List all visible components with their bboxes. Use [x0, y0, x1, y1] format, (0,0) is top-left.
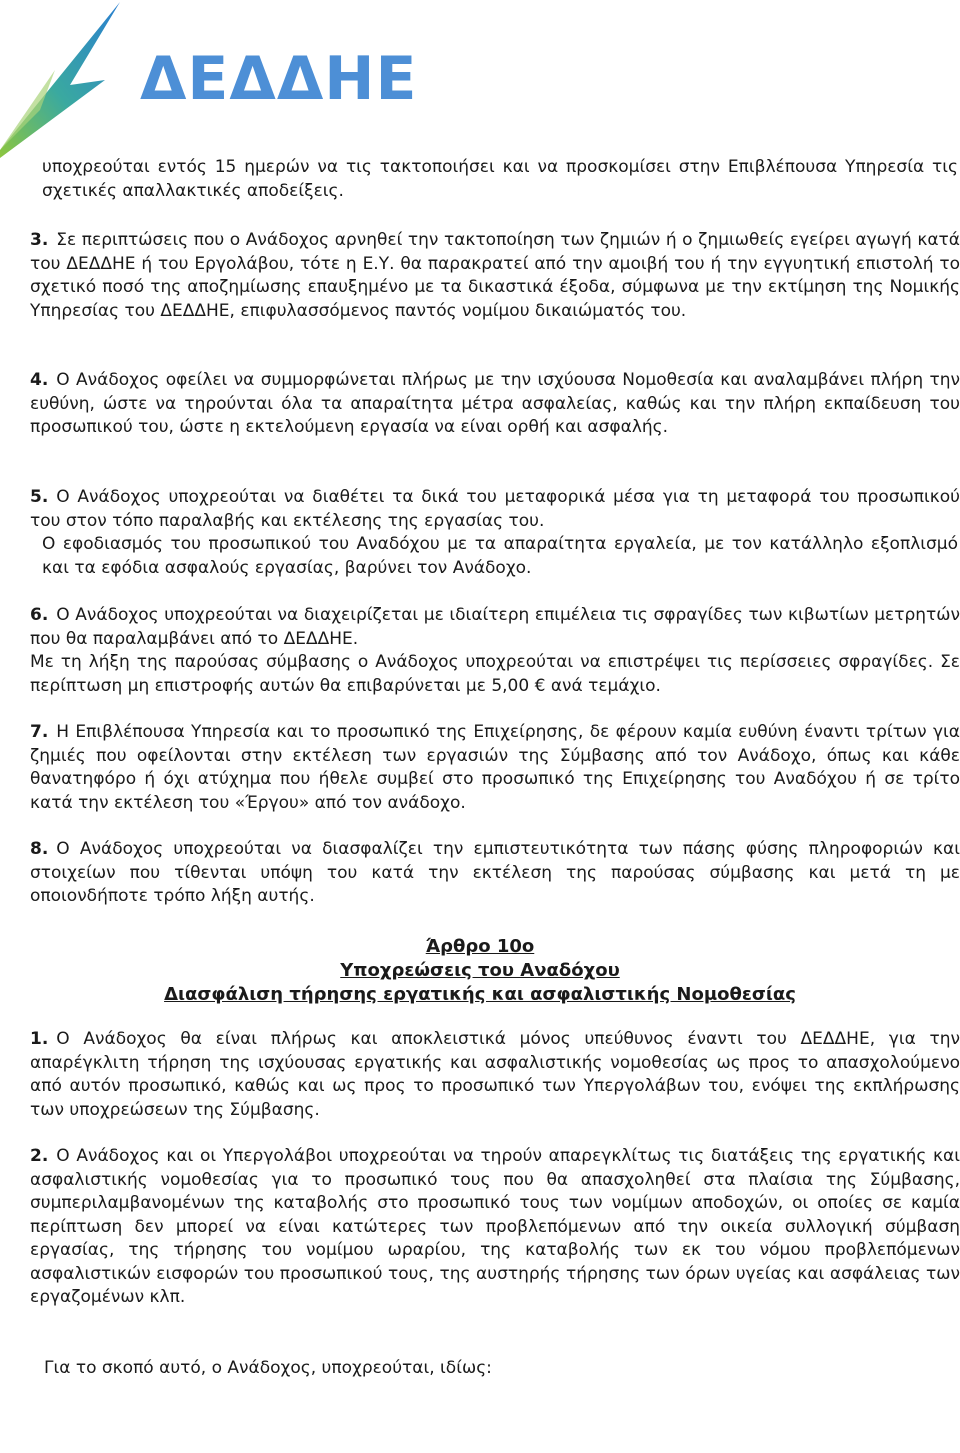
clause-number: 8.	[30, 839, 49, 859]
closing-paragraph: Για το σκοπό αυτό, ο Ανάδοχος, υποχρεούται, ιδίως:	[44, 1358, 492, 1378]
clause-text: Ο Ανάδοχος θα είναι πλήρως και αποκλειστικά μόνος υπεύθυνος έναντι του ΔΕΔΔΗΕ, για την απαρέγκλιτη τήρηση της ισχύουσας εργατικής και ασφαλιστικής νομοθεσίας ως προς το απασχολούμενο από αυτόν προσωπικό, καθώς και ως προς το προσωπικό των Υπεργολάβων του, ενόψει της εκπλήρωσης των υποχρεώσεων της Σύμβασης.	[30, 1029, 960, 1120]
logo-text: ΔΕΔΔΗΕ	[140, 44, 418, 114]
clause-3	[30, 229, 960, 323]
logo	[0, 0, 418, 160]
clause-7	[30, 721, 960, 815]
clause-4	[30, 369, 960, 440]
clause-number: 6.	[30, 605, 49, 625]
clause-number: 1.	[30, 1029, 49, 1049]
clause-text: Ο Ανάδοχος υποχρεούται να διαθέτει τα δικά του μεταφορικά μέσα για τη μεταφορά του προσωπικού του στον τόπο παραλαβής και εκτέλεσης της εργασίας του.	[30, 487, 960, 531]
clause-number: 4.	[30, 370, 49, 390]
clause-number: 5.	[30, 487, 49, 507]
clause-number: 3.	[30, 230, 49, 250]
clause-8	[30, 838, 960, 909]
clause-text: Ο Ανάδοχος υποχρεούται να διαχειρίζεται με ιδιαίτερη επιμέλεια τις σφραγίδες των κιβωτίων μετρητών που θα παραλαμβάνει από το ΔΕΔΔΗΕ.	[30, 605, 960, 649]
article-clause-1	[30, 1028, 960, 1122]
clause-text: Ο Ανάδοχος και οι Υπεργολάβοι υποχρεούται να τηρούν απαρεγκλίτως τις διατάξεις της εργατικής και ασφαλιστικής νομοθεσίας για το προσωπικό τους που θα απασχοληθεί στα πλαίσια της Σύμβασης, συμπεριλαμβανομένων της καταβολής στο προσωπικό τους των νομίμων αποδοχών, οι οποίες σε καμία περίπτωση δεν μπορεί να είναι κατώτερες των προβλεπόμενων από την οικεία συλλογική σύμβαση εργασίας, της τήρησης του νομίμου ωραρίου, της καταβολής των εκ του νόμου προβλεπόμενων ασφαλιστικών εισφορών του προσωπικού τους, της αυστηρής τήρησης των όρων υγείας και ασφάλειας των εργαζομένων κλπ.	[30, 1146, 960, 1307]
clause-6	[30, 604, 960, 651]
clause-5-continued: Ο εφοδιασμός του προσωπικού του Αναδόχου με τα απαραίτητα εργαλεία, με τον κατάλληλο εξοπλισμό και τα εφόδια ασφαλούς εργασίας, βαρύνει τον Ανάδοχο.	[42, 534, 958, 578]
clause-text: Η Επιβλέπουσα Υπηρεσία και το προσωπικό της Επιχείρησης, δε φέρουν καμία ευθύνη έναντι τρίτων για ζημιές που οφείλονται στην εκτέλεση των εργασιών της Σύμβασης από τον Ανάδοχο, όπως και κάθε θανατηφόρο ή όχι ατύχημα που ήθελε συμβεί στο προσωπικό της Επιχείρησης του Αναδόχου ή σε τρίτο κατά την εκτέλεση του «Έργου» από τον ανάδοχο.	[30, 722, 960, 813]
article-clause-2	[30, 1145, 960, 1310]
clause-number: 7.	[30, 722, 49, 742]
article-subtitle-2: Διασφάλιση τήρησης εργατικής και ασφαλιστικής Νομοθεσίας	[164, 984, 796, 1005]
intro-paragraph: υποχρεούται εντός 15 ημερών να τις τακτοποιήσει και να προσκομίσει στην Επιβλέπουσα Υπηρεσία τις σχετικές απαλλακτικές αποδείξεις.	[42, 157, 958, 201]
clause-text: Ο Ανάδοχος οφείλει να συμμορφώνεται πλήρως με την ισχύουσα Νομοθεσία και αναλαμβάνει πλήρη την ευθύνη, ώστε να τηρούνται όλα τα απαραίτητα μέτρα ασφαλείας, καθώς και την πλήρη εκπαίδευση του προσωπικού του, ώστε η εκτελούμενη εργασία να είναι ορθή και ασφαλής.	[30, 370, 960, 437]
clause-text: Σε περιπτώσεις που ο Ανάδοχος αρνηθεί την τακτοποίηση των ζημιών ή ο ζημιωθείς εγείρει αγωγή κατά του ΔΕΔΔΗΕ ή του Εργολάβου, τότε η Ε.Υ. θα παρακρατεί από την αμοιβή του ή την εγγυητική επιστολή το σχετικό ποσό της αποζημίωσης επαυξημένο με τα δικαστικά έξοδα, σύμφωνα με την εκτίμηση της Νομικής Υπηρεσίας του ΔΕΔΔΗΕ, επιφυλασσόμενος παντός νομίμου δικαιώματός του.	[30, 230, 960, 321]
clause-text: Ο Ανάδοχος υποχρεούται να διασφαλίζει την εμπιστευτικότητα των πάσης φύσης πληροφοριών και στοιχείων που τίθενται υπόψη του κατά την εκτέλεση της παρούσας σύμβασης και μετά τη με οποιονδήποτε τρόπο λήξη αυτής.	[30, 839, 960, 906]
article-subtitle: Υποχρεώσεις του Αναδόχου	[340, 960, 620, 981]
article-title: Άρθρο 10ο	[425, 936, 535, 957]
logo-mark-icon	[0, 0, 140, 160]
clause-6-continued: Με τη λήξη της παρούσας σύμβασης ο Ανάδοχος υποχρεούται να επιστρέψει τις περίσσειες σφραγίδες. Σε περίπτωση μη επιστροφής αυτών θα επιβαρύνεται με 5,00 € ανά τεμάχιο.	[30, 652, 960, 696]
clause-number: 2.	[30, 1146, 49, 1166]
clause-5	[30, 486, 960, 533]
